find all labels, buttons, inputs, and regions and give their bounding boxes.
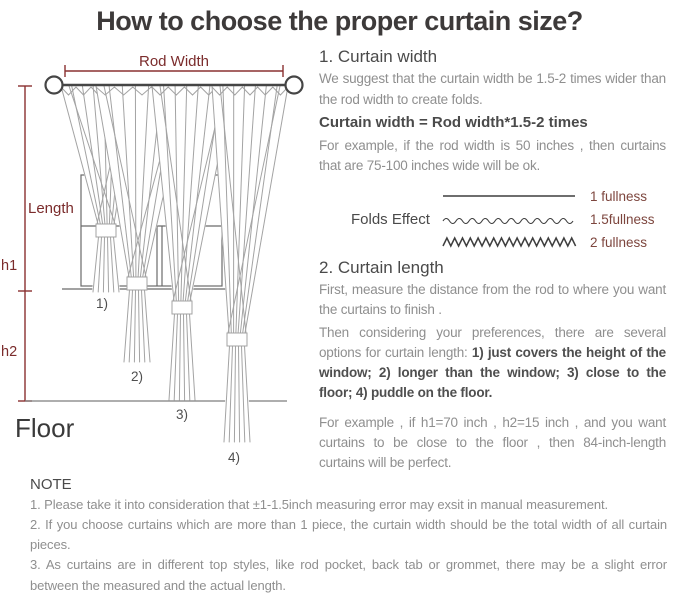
- straight-line-icon: [441, 189, 578, 203]
- curtain-measurement-diagram: [0, 45, 315, 478]
- fullness-row-1: [438, 185, 666, 208]
- length-body-3: For example , if h1=70 inch , h2=15 inch , and you want curtains to be close to the floor , then 84-inch-length curtains will be perfect.: [319, 414, 666, 471]
- floor-label: Floor: [15, 413, 75, 443]
- note-item-3: 3. As curtains are in different top styles, like rod pocket, back tab or grommet, there may be a slight error between the measured and the actual length.: [30, 557, 667, 593]
- note-item-2: 2. If you choose curtains which are more than 1 piece, the curtain width should be the total width of all curtain pieces.: [30, 517, 667, 553]
- folds-effect-legend: [319, 185, 666, 254]
- curtains-illustration: [61, 86, 288, 442]
- folds-effect-label: Folds Effect: [351, 210, 430, 228]
- folds-rows: [438, 185, 666, 254]
- marker-3: 3): [176, 407, 189, 422]
- width-body-1: We suggest that the curtain width be 1.5-2 times wider than the rod width to create folds.: [319, 71, 666, 107]
- note-section: [30, 476, 667, 596]
- wavy-line-icon: [441, 212, 578, 226]
- finial-left: [46, 77, 63, 94]
- marker-2: 2): [131, 369, 144, 384]
- length-body-2-bold: 1) just covers the height of the window; 2) longer than the window; 3) close to the floor; 4) puddle on the floor.: [319, 344, 666, 401]
- main-content: [0, 45, 679, 478]
- width-body-2: For example, if the rod width is 50 inches , then curtains that are 75-100 inches wide will be ok.: [319, 138, 666, 174]
- fullness-row-3: [438, 231, 666, 254]
- diagram-svg: [0, 45, 315, 475]
- page-title: How to choose the proper curtain size?: [96, 6, 583, 36]
- marker-4: 4): [228, 450, 241, 465]
- section-length-heading: 2. Curtain length: [319, 257, 444, 277]
- rod-width-label: Rod Width: [138, 53, 210, 70]
- text-column: [315, 45, 679, 478]
- length-body-2-normal: Then considering your preferences, there are several options for curtain length:: [319, 324, 666, 360]
- finial-right: [286, 77, 303, 94]
- fullness-row-2: [438, 208, 666, 231]
- length-body-1: First, measure the distance from the rod to where you want the curtains to finish .: [319, 282, 666, 318]
- zigzag-line-icon: [441, 235, 578, 249]
- section-width-heading: 1. Curtain width: [319, 47, 438, 66]
- note-heading: NOTE: [30, 476, 72, 493]
- h2-label: h2: [1, 344, 18, 360]
- h1-label: h1: [1, 258, 18, 274]
- marker-1: 1): [96, 296, 109, 311]
- rod-width-dimension: [65, 53, 283, 77]
- note-item-1: 1. Please take it into consideration that ±1-1.5inch measuring error may exsit in manual measurement.: [30, 497, 608, 512]
- width-formula: Curtain width = Rod width*1.5-2 times: [319, 113, 588, 131]
- length-body-2: [319, 323, 666, 404]
- fullness-label-1: 1 fullness: [590, 188, 648, 204]
- fullness-label-3: 2 fullness: [590, 234, 648, 250]
- length-dimension: [1, 86, 74, 401]
- length-label: Length: [28, 200, 74, 217]
- fullness-label-2: 1.5fullness: [590, 211, 655, 227]
